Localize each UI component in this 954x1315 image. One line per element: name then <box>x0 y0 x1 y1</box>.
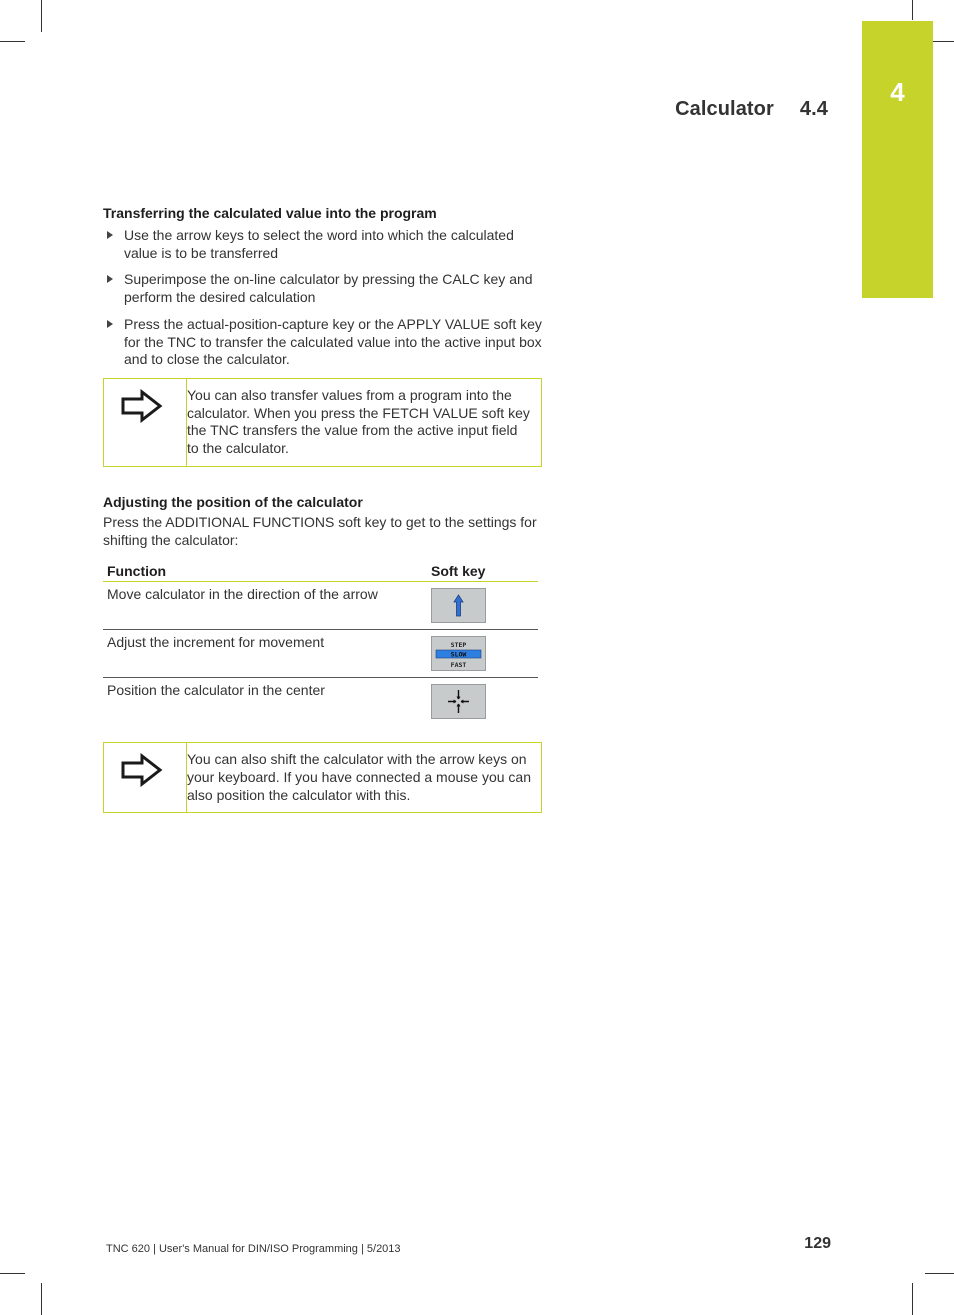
step-item <box>103 316 543 369</box>
crop-mark <box>912 1283 913 1315</box>
softkey-label: FAST <box>450 661 467 670</box>
table-row <box>103 630 538 678</box>
footer-text: TNC 620 | User's Manual for DIN/ISO Programming | 5/2013 <box>106 1243 401 1255</box>
step-item <box>103 271 543 306</box>
step-text: Superimpose the on-line calculator by pressing the CALC key and perform the desired calculation <box>124 271 533 306</box>
crop-mark <box>41 0 42 32</box>
softkey-cell <box>427 678 538 726</box>
transfer-steps <box>103 227 543 369</box>
step-slow-fast-icon <box>432 637 485 670</box>
softkey-cell <box>427 582 538 630</box>
softkey-label: SLOW <box>450 650 467 659</box>
softkey-move-arrow[interactable] <box>431 588 486 623</box>
page-number: 129 <box>804 1235 831 1252</box>
crop-mark <box>0 41 25 42</box>
step-text: Use the arrow keys to select the word into which the calculated value is to be transferred <box>124 227 514 261</box>
crop-mark <box>41 1283 42 1315</box>
crop-mark <box>925 1273 954 1274</box>
adjust-heading: Adjusting the position of the calculator <box>103 493 363 510</box>
triangle-bullet-icon <box>107 320 113 328</box>
note-text: You can also shift the calculator with the arrow keys on your keyboard. If you have connected a mouse you can also position the calculator with this. <box>187 751 531 803</box>
note-box <box>103 742 542 813</box>
triangle-bullet-icon <box>107 275 113 283</box>
softkey-step-increment[interactable] <box>431 636 486 671</box>
function-cell: Move calculator in the direction of the arrow <box>103 582 427 630</box>
note-box <box>103 378 542 467</box>
arrow-right-icon <box>120 389 164 423</box>
section-header <box>675 98 828 121</box>
softkey-center[interactable] <box>431 684 486 719</box>
table-row <box>103 678 538 726</box>
column-header-function: Function <box>103 559 427 582</box>
chapter-number: 4 <box>890 77 905 107</box>
crop-mark <box>0 1273 25 1274</box>
main-content <box>103 205 543 813</box>
transfer-heading: Transferring the calculated value into the program <box>103 205 437 221</box>
note-text: You can also transfer values from a program into the calculator. When you press the FETCH VALUE soft key the TNC transfers the value from the active input field to the calculator. <box>187 386 530 457</box>
softkey-label: STEP <box>450 641 467 650</box>
triangle-bullet-icon <box>107 231 113 239</box>
softkey-cell <box>427 630 538 678</box>
crosshair-center-icon <box>432 685 485 718</box>
function-table <box>103 559 538 725</box>
note-icon-cell <box>104 379 187 466</box>
step-text: Press the actual-position-capture key or the APPLY VALUE soft key for the TNC to transfer the calculated value into the active input box and to close the calculator. <box>124 315 542 368</box>
note-icon-cell <box>104 743 187 812</box>
column-header-softkey: Soft key <box>427 559 538 582</box>
function-cell: Adjust the increment for movement <box>103 630 427 678</box>
arrow-right-icon <box>120 753 164 787</box>
function-cell: Position the calculator in the center <box>107 682 325 699</box>
section-number: 4.4 <box>799 98 828 120</box>
crop-mark <box>912 0 913 20</box>
table-row <box>103 582 538 630</box>
arrow-up-icon <box>432 589 485 622</box>
section-title: Calculator <box>675 98 774 120</box>
chapter-tab <box>862 21 933 298</box>
adjust-intro: Press the ADDITIONAL FUNCTIONS soft key to get to the settings for shifting the calculator: <box>103 513 537 548</box>
step-item <box>103 227 543 262</box>
